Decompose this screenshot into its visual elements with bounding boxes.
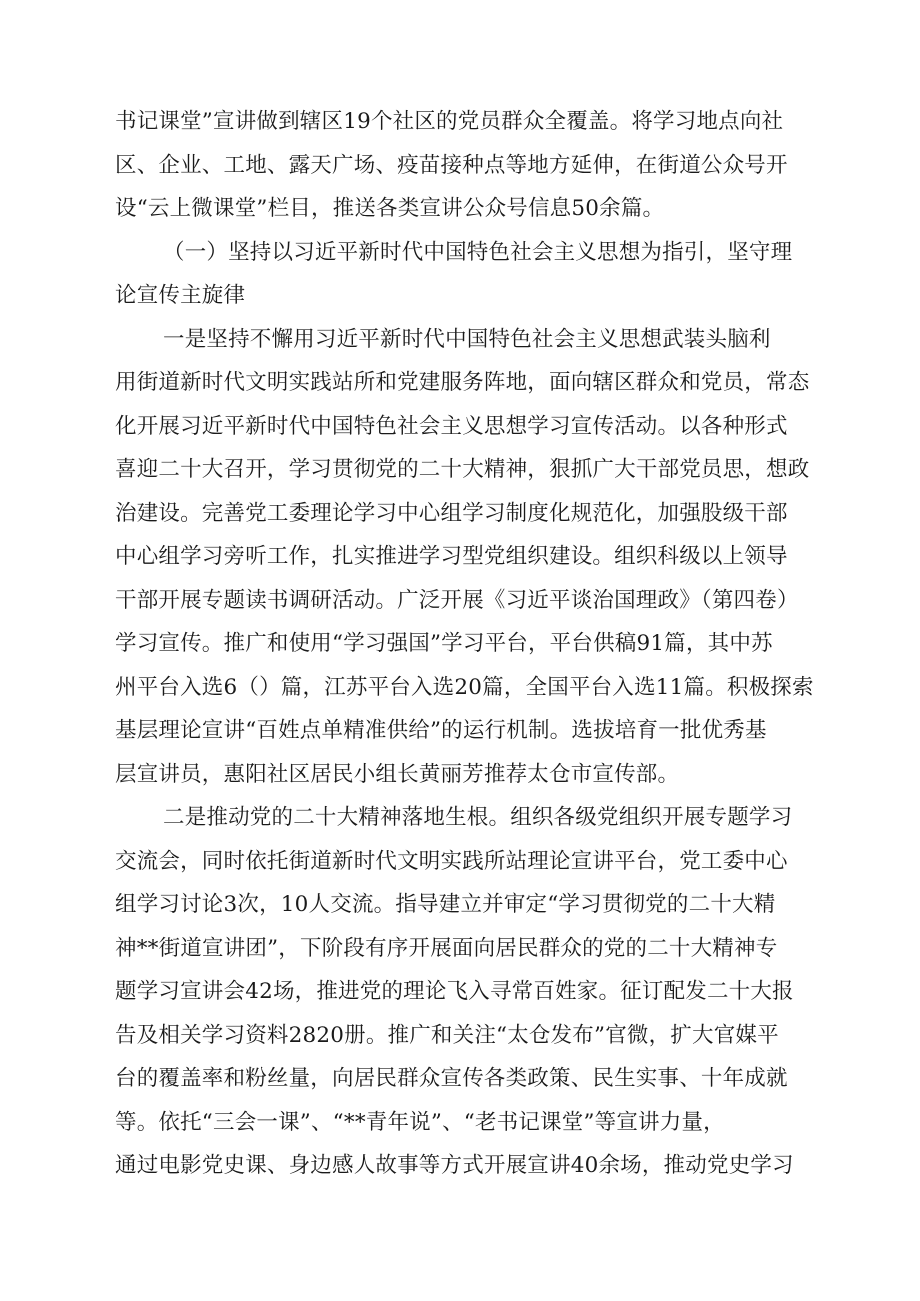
text-line: 二是推动党的二十大精神落地生根。组织各级党组织开展专题学习 bbox=[163, 805, 793, 830]
heading-line: （一）坚持以习近平新时代中国特色社会主义思想为指引，坚守理 bbox=[163, 239, 793, 265]
text-line: 神**街道宣讲团”，下阶段有序开展面向居民群众的党的二十大精神专 bbox=[115, 935, 778, 961]
text-line: 干部开展专题读书调研活动。广泛开展《习近平谈治国理政》（第四卷） bbox=[115, 587, 799, 613]
text-line: 化开展习近平新时代中国特色社会主义思想学习宣传活动。以各种形式 bbox=[115, 413, 788, 439]
text-line: 基层理论宣讲“百姓点单精准供给”的运行机制。选拔培育一批优秀基 bbox=[115, 718, 767, 743]
text-line: 州平台入选6（）篇，江苏平台入选20篇，全国平台入选11篇。积极探索 bbox=[115, 674, 814, 700]
text-line: 区、企业、工地、露天广场、疫苗接种点等地方延伸，在街道公众号开 bbox=[115, 152, 788, 178]
text-line: 设“云上微课堂”栏目，推送各类宣讲公众号信息50余篇。 bbox=[115, 196, 665, 221]
paragraph-theory-study bbox=[115, 318, 814, 797]
heading-line: 论宣传主旋律 bbox=[115, 283, 246, 308]
text-line: 层宣讲员，惠阳社区居民小组长黄丽芳推荐太仓市宣传部。 bbox=[115, 761, 680, 787]
text-line: 告及相关学习资料2820册。推广和关注“太仓发布”官微，扩大官媒平 bbox=[115, 1022, 779, 1048]
text-line: 用街道新时代文明实践站所和党建服务阵地，面向辖区群众和党员，常态 bbox=[115, 370, 810, 395]
text-line: 书记课堂”宣讲做到辖区19个社区的党员群众全覆盖。将学习地点向社 bbox=[115, 109, 784, 134]
text-line: 题学习宣讲会42场，推进党的理论飞入寻常百姓家。征订配发二十大报 bbox=[115, 979, 794, 1004]
document-body bbox=[115, 100, 814, 1188]
text-line: 一是坚持不懈用习近平新时代中国特色社会主义思想武装头脑利 bbox=[163, 326, 771, 352]
text-line: 等。依托“三会一课”、“**青年说”、“老书记课堂”等宣讲力量， bbox=[115, 1109, 725, 1135]
text-line: 交流会，同时依托街道新时代文明实践所站理论宣讲平台，党工委中心 bbox=[115, 848, 788, 874]
text-line: 台的覆盖率和粉丝量，向居民群众宣传各类政策、民生实事、十年成就 bbox=[115, 1066, 788, 1091]
text-line: 中心组学习旁听工作，扎实推进学习型党组织建设。组织科级以上领导 bbox=[115, 544, 788, 569]
paragraph-congress-spirit bbox=[115, 796, 805, 1188]
paragraph-continuation bbox=[115, 100, 805, 231]
section-heading bbox=[115, 231, 805, 318]
text-line: 治建设。完善党工委理论学习中心组学习制度化规范化，加强股级干部 bbox=[115, 500, 788, 526]
text-line: 组学习讨论3次，10人交流。指导建立并审定“学习贯彻党的二十大精 bbox=[115, 892, 776, 917]
text-line: 学习宣传。推广和使用“学习强国”学习平台，平台供稿91篇，其中苏 bbox=[115, 631, 773, 656]
text-line: 喜迎二十大召开，学习贯彻党的二十大精神，狠抓广大干部党员思，想政 bbox=[115, 457, 810, 482]
text-line: 通过电影党史课、身边感人故事等方式开展宣讲40余场，推动党史学习 bbox=[115, 1153, 794, 1178]
